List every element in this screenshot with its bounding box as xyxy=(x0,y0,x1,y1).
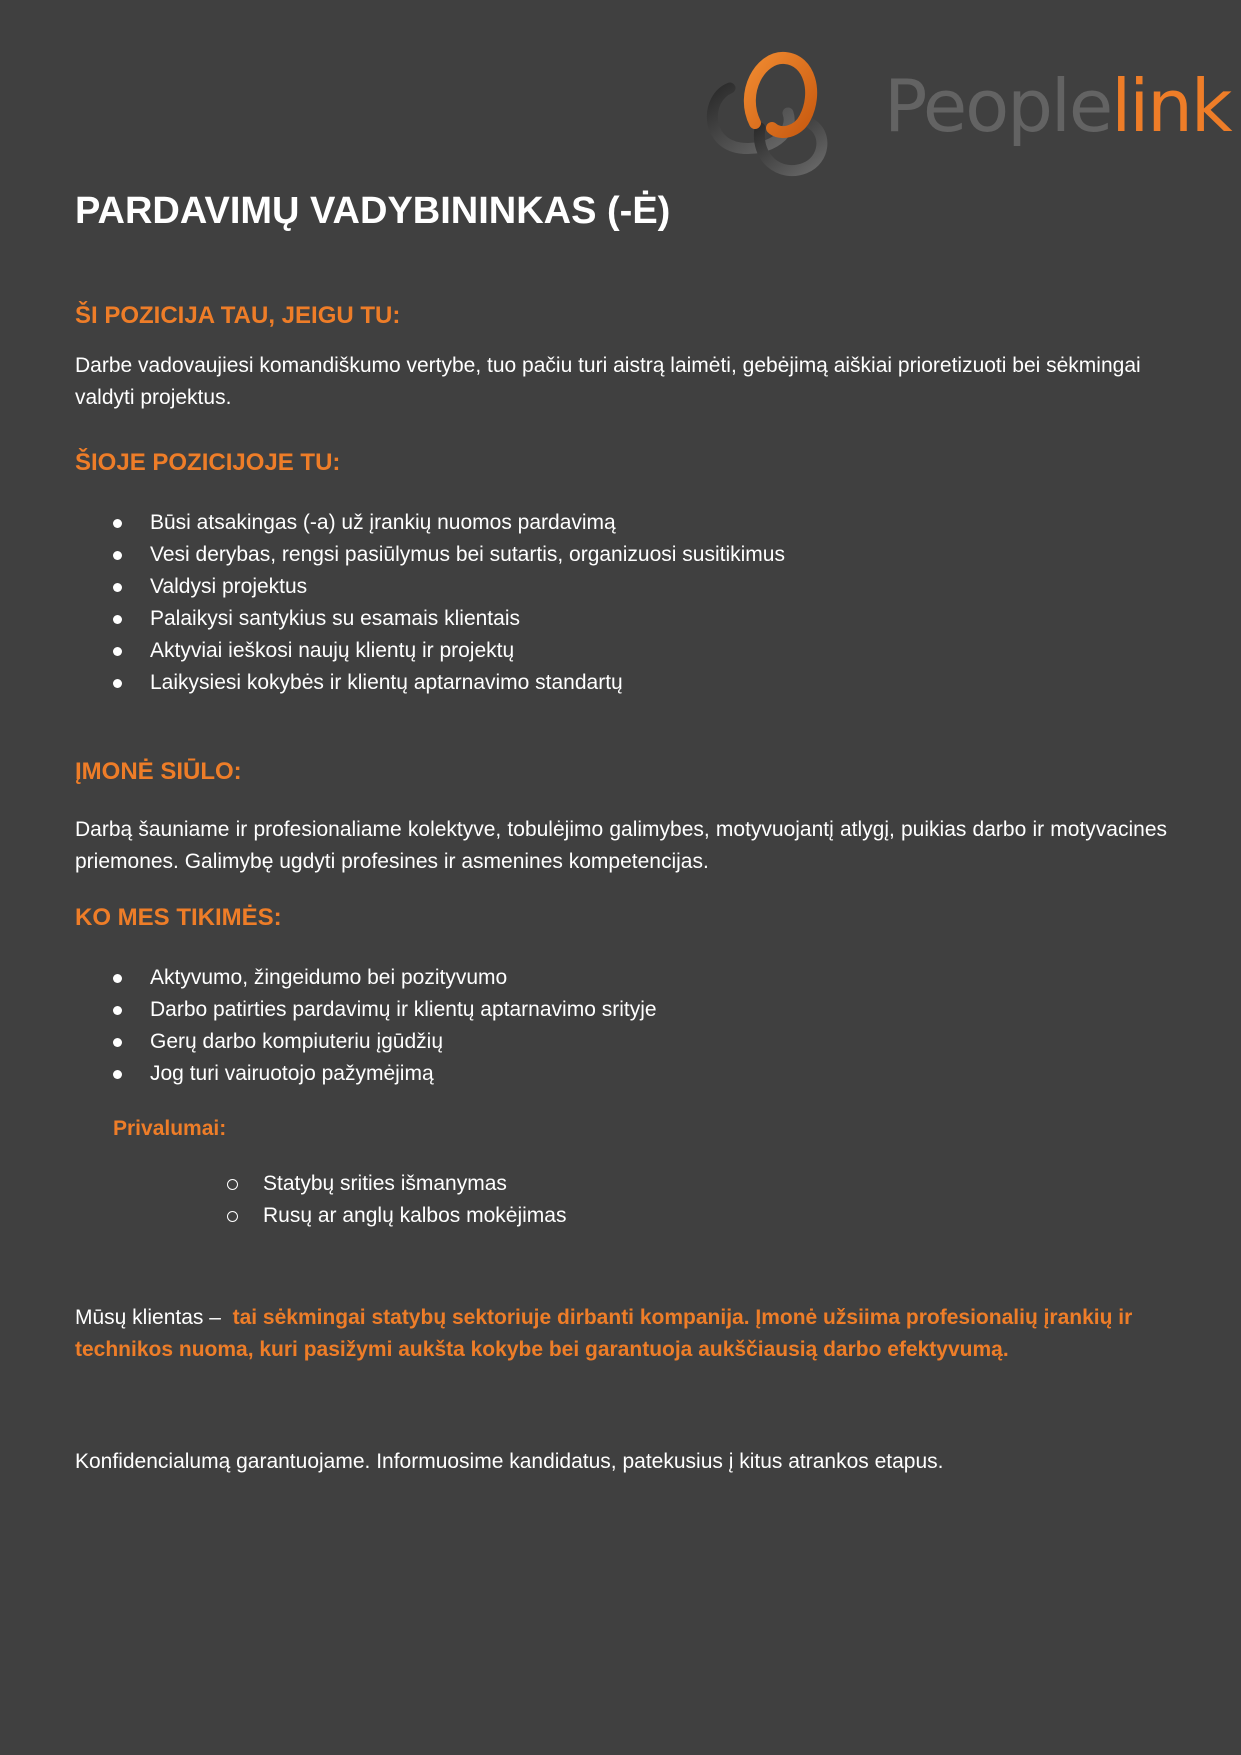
list-item xyxy=(75,507,785,539)
section-heading-position-fit: ŠI POZICIJA TAU, JEIGU TU: xyxy=(75,302,401,329)
expectations-list xyxy=(75,962,657,1090)
client-text: tai sėkmingai statybų sektoriuje dirbanti kompanija. Įmonė užsiima profesionalių įrankių ir technikos nuoma, kuri pasižymi aukšta kokybe bei garantuoja aukščiausią darbo efektyvumą. xyxy=(75,1306,1133,1361)
bullet-icon xyxy=(113,1038,122,1047)
list-item-text: Rusų ar anglų kalbos mokėjimas xyxy=(263,1204,567,1227)
list-item-text: Darbo patirties pardavimų ir klientų aptarnavimo srityje xyxy=(150,998,657,1021)
list-item xyxy=(75,571,785,603)
list-item-text: Aktyvumo, žingeidumo bei pozityvumo xyxy=(150,966,508,989)
list-item xyxy=(75,539,785,571)
peoplelink-logo xyxy=(700,48,1231,183)
logo-wordmark-people: People xyxy=(884,64,1112,148)
bullet-icon xyxy=(113,647,122,656)
bullet-icon xyxy=(113,974,122,983)
bullet-icon xyxy=(113,551,122,560)
logo-wordmark xyxy=(884,64,1231,148)
list-item-text: Vesi derybas, rengsi pasiūlymus bei sutartis, organizuosi susitikimus xyxy=(150,543,785,566)
responsibilities-list xyxy=(75,507,785,699)
list-item-text: Laikysiesi kokybės ir klientų aptarnavimo standartų xyxy=(150,671,623,694)
list-item-text: Būsi atsakingas (-a) už įrankių nuomos pardavimą xyxy=(150,511,616,534)
client-lead: Mūsų klientas – xyxy=(75,1306,221,1329)
section-heading-expectations: KO MES TIKIMĖS: xyxy=(75,904,282,931)
hollow-bullet-icon xyxy=(227,1179,238,1190)
list-item-text: Gerų darbo kompiuteriu įgūdžių xyxy=(150,1030,443,1053)
list-item xyxy=(75,635,785,667)
list-item xyxy=(75,1026,657,1058)
bullet-icon xyxy=(113,679,122,688)
list-item-text: Aktyviai ieškosi naujų klientų ir projektų xyxy=(150,639,515,662)
bullet-icon xyxy=(113,1070,122,1079)
list-item-text: Statybų srities išmanymas xyxy=(263,1172,507,1195)
section-heading-company-offers: ĮMONĖ SIŪLO: xyxy=(75,758,242,785)
list-item-text: Jog turi vairuotojo pažymėjimą xyxy=(150,1062,434,1085)
bullet-icon xyxy=(113,519,122,528)
section-text-position-fit: Darbe vadovaujiesi komandiškumo vertybe, tuo pačiu turi aistrą laimėti, gebėjimą aiškiai prioretizuoti bei sėkmingai valdyti projektus. xyxy=(75,354,1141,409)
advantages-list xyxy=(225,1168,566,1232)
bullet-icon xyxy=(113,583,122,592)
list-item xyxy=(75,962,657,994)
client-description xyxy=(75,1302,1167,1366)
list-item xyxy=(225,1200,566,1232)
advantages-heading: Privalumai: xyxy=(113,1117,227,1140)
bullet-icon xyxy=(113,1006,122,1015)
section-heading-responsibilities: ŠIOJE POZICIJOJE TU: xyxy=(75,449,341,476)
list-item-text: Valdysi projektus xyxy=(150,575,308,598)
confidentiality-note: Konfidencialumą garantuojame. Informuosime kandidatus, patekusius į kitus atrankos etapus. xyxy=(75,1450,944,1473)
list-item xyxy=(75,1058,657,1090)
section-text-company-offers: Darbą šauniame ir profesionaliame kolektyve, tobulėjimo galimybes, motyvuojantį atlygį, puikias darbo ir motyvacines priemones. Galimybę ugdyti profesines ir asmenines kompetencijas. xyxy=(75,818,1167,873)
logo-wordmark-link: link xyxy=(1111,64,1231,148)
list-item-text: Palaikysi santykius su esamais klientais xyxy=(150,607,520,630)
hollow-bullet-icon xyxy=(227,1211,238,1222)
list-item xyxy=(225,1168,566,1200)
list-item xyxy=(75,994,657,1026)
list-item xyxy=(75,667,785,699)
page-title: PARDAVIMŲ VADYBININKAS (-Ė) xyxy=(75,190,671,232)
interlocked-rings-logo-icon xyxy=(700,48,835,183)
bullet-icon xyxy=(113,615,122,624)
list-item xyxy=(75,603,785,635)
